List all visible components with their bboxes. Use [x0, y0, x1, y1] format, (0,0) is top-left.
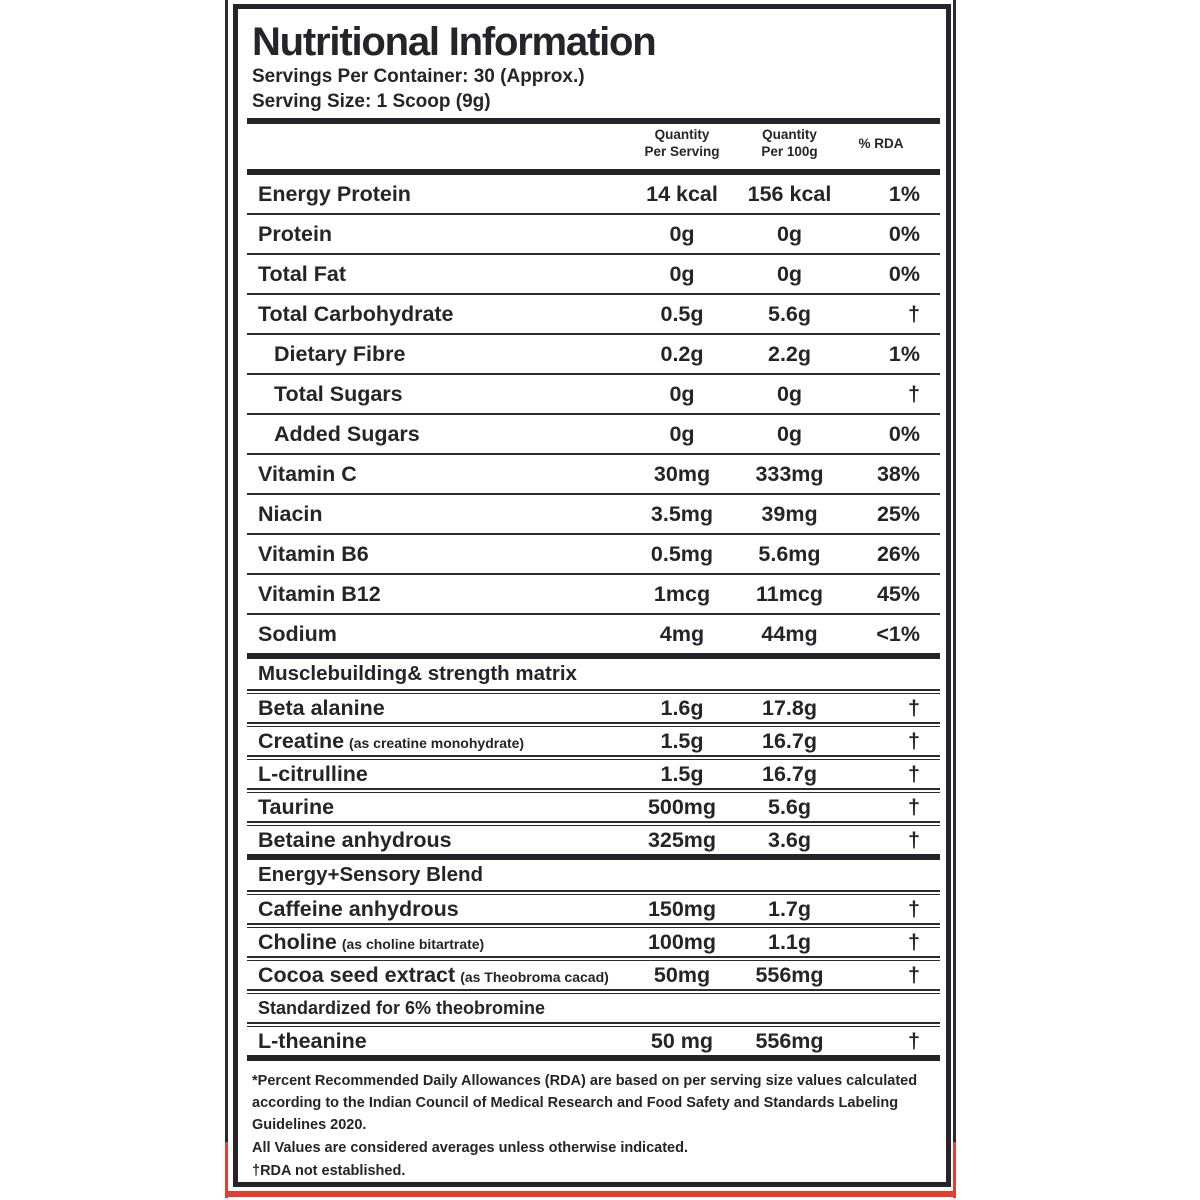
nutrient-label: L-theanine: [258, 1028, 367, 1053]
value-per-serving: 30mg: [653, 461, 711, 486]
value-per-serving: 1mcg: [653, 581, 711, 606]
nutrient-sublabel: (as Theobroma cacad): [460, 968, 609, 985]
value-per-serving: 1.5g: [660, 728, 704, 753]
section-header-row: [238, 860, 946, 890]
value-per-100g: 1.1g: [767, 929, 812, 954]
value-per-100g: 333mg: [755, 461, 824, 486]
nutrient-label: Total Carbohydrate: [258, 301, 454, 326]
table-row: [238, 760, 946, 788]
label-header: [238, 9, 946, 113]
nutrient-label: Dietary Fibre: [274, 341, 406, 366]
column-header-line: % RDA: [858, 135, 904, 151]
nutrient-label: Vitamin C: [258, 461, 357, 486]
value-rda: †: [908, 1028, 920, 1053]
note-label: Standardized for 6% theobromine: [258, 997, 546, 1018]
table-row: [238, 793, 946, 821]
value-per-serving: 500mg: [647, 794, 717, 819]
nutrient-label: Total Sugars: [274, 381, 403, 406]
table-column-headers: [238, 124, 946, 164]
table-row: [238, 455, 946, 493]
column-header: [627, 127, 737, 161]
nutrient-label: Total Fat: [258, 261, 346, 286]
column-header: [842, 136, 920, 153]
nutrient-label: Added Sugars: [274, 421, 420, 446]
table-row: [238, 255, 946, 293]
value-per-serving: 325mg: [647, 827, 717, 852]
value-per-serving: 0g: [669, 261, 695, 286]
table-row: [238, 727, 946, 755]
value-rda: 38%: [876, 461, 920, 486]
footnote-line: Guidelines 2020.: [252, 1117, 367, 1133]
nutrient-label: Sodium: [258, 621, 337, 646]
value-per-100g: 2.2g: [767, 341, 812, 366]
nutrient-label: Vitamin B6: [258, 541, 369, 566]
table-row: [238, 1027, 946, 1055]
value-per-serving: 0.5g: [660, 301, 704, 326]
value-per-serving: 100mg: [647, 929, 717, 954]
value-per-serving: 50mg: [653, 962, 711, 987]
table-row: [238, 375, 946, 413]
value-per-serving: 1.6g: [660, 695, 704, 720]
table-row: [238, 961, 946, 989]
value-per-serving: 0g: [669, 421, 695, 446]
value-rda: 0%: [888, 421, 920, 446]
value-per-100g: 556mg: [755, 1028, 824, 1053]
nutrient-label: Betaine anhydrous: [258, 827, 452, 852]
nutrient-label: Vitamin B12: [258, 581, 381, 606]
nutrient-label: Protein: [258, 221, 333, 246]
value-rda: †: [908, 794, 920, 819]
value-per-100g: 556mg: [755, 962, 824, 987]
outer-frame-bottom-red: [225, 1191, 956, 1197]
serving-size: Serving Size: 1 Scoop (9g): [252, 91, 491, 112]
value-per-serving: 1.5g: [660, 761, 704, 786]
column-header-line: Quantity: [654, 127, 710, 143]
nutrient-label: Caffeine anhydrous: [258, 896, 459, 921]
value-per-100g: 11mcg: [756, 581, 823, 606]
value-per-100g: 5.6mg: [758, 541, 821, 566]
value-per-serving: 3.5mg: [650, 501, 714, 526]
value-rda: 26%: [876, 541, 920, 566]
footnote-line: †RDA not established.: [252, 1163, 406, 1179]
label-title: Nutritional Information: [252, 20, 656, 64]
table-row: [238, 615, 946, 653]
column-header-line: Per Serving: [644, 144, 720, 159]
value-per-serving: 150mg: [647, 896, 717, 921]
footnotes: [238, 1061, 946, 1183]
value-rda: 25%: [876, 501, 920, 526]
table-row: [238, 215, 946, 253]
table-row: [238, 175, 946, 213]
value-per-100g: 16.7g: [762, 728, 817, 753]
nutrient-label: Beta alanine: [258, 695, 385, 720]
table-row: [238, 295, 946, 333]
value-per-serving: 0g: [669, 381, 695, 406]
value-rda: 1%: [888, 341, 920, 366]
value-rda: <1%: [876, 621, 920, 646]
value-per-100g: 44mg: [761, 621, 818, 646]
table-row: [238, 895, 946, 923]
value-per-serving: 0g: [669, 221, 695, 246]
table-row: [238, 495, 946, 533]
value-rda: 0%: [888, 221, 920, 246]
table-row: [238, 575, 946, 613]
table-row: [238, 535, 946, 573]
value-per-100g: 0g: [776, 381, 803, 406]
value-rda: †: [908, 761, 920, 786]
value-per-100g: 5.6g: [767, 794, 812, 819]
nutrient-label: Choline (as choline bitartrate): [258, 929, 485, 954]
value-rda: †: [908, 896, 920, 921]
nutrient-sublabel: (as creatine monohydrate): [349, 734, 525, 751]
value-rda: 1%: [888, 181, 920, 206]
value-per-serving: 0.2g: [660, 341, 704, 366]
nutrient-label: Cocoa seed extract (as Theobroma cacad): [258, 962, 609, 987]
value-per-serving: 4mg: [659, 621, 705, 646]
value-per-100g: 16.7g: [762, 761, 817, 786]
value-rda: †: [908, 929, 920, 954]
footnote-gap: [252, 1182, 922, 1183]
nutrient-label: Creatine (as creatine monohydrate): [258, 728, 525, 753]
footnote-line: *Percent Recommended Daily Allowances (RDA) are based on per serving size values calculated: [252, 1073, 918, 1089]
table-row: [238, 928, 946, 956]
footnote-line: according to the Indian Council of Medical Research and Food Safety and Standards Labeling: [252, 1095, 899, 1111]
table-row: [238, 826, 946, 854]
outer-frame-left-red: [225, 1142, 228, 1198]
value-per-100g: 17.8g: [762, 695, 817, 720]
nutrition-label-panel: [233, 4, 951, 1187]
nutrient-label: L-citrulline: [258, 761, 368, 786]
value-per-100g: 5.6g: [767, 301, 812, 326]
column-header-line: Quantity: [762, 127, 817, 143]
outer-frame-left-black: [225, 0, 228, 1142]
nutrient-label: Taurine: [258, 794, 335, 819]
value-per-100g: 0g: [776, 421, 803, 446]
section-header-row: [238, 659, 946, 689]
value-per-serving: 50 mg: [650, 1028, 714, 1053]
table-row: [238, 694, 946, 722]
value-per-100g: 156 kcal: [747, 181, 832, 206]
value-per-100g: 1.7g: [767, 896, 812, 921]
value-rda: 0%: [888, 261, 920, 286]
value-per-100g: 0g: [776, 221, 803, 246]
column-header-line: Per 100g: [761, 144, 818, 159]
value-rda: †: [908, 728, 920, 753]
value-rda: 45%: [876, 581, 920, 606]
value-per-100g: 0g: [776, 261, 803, 286]
nutrient-label: Energy Protein: [258, 181, 411, 206]
value-rda: †: [908, 695, 920, 720]
column-header: [737, 127, 842, 161]
value-rda: †: [908, 827, 920, 852]
servings-per-container: Servings Per Container: 30 (Approx.): [252, 66, 585, 87]
nutrient-sublabel: (as choline bitartrate): [341, 935, 485, 952]
section-header-label: Energy+Sensory Blend: [258, 863, 484, 886]
nutrition-table: [238, 175, 946, 1061]
footnote-line: All Values are considered averages unless otherwise indicated.: [252, 1140, 688, 1156]
table-row: [238, 335, 946, 373]
value-per-100g: 39mg: [761, 501, 818, 526]
value-rda: †: [908, 301, 920, 326]
value-per-100g: 3.6g: [767, 827, 812, 852]
outer-frame-right-red: [953, 1142, 956, 1198]
nutrient-label: Niacin: [258, 501, 323, 526]
value-rda: †: [908, 381, 920, 406]
table-row: [238, 415, 946, 453]
value-per-serving: 14 kcal: [646, 181, 718, 206]
outer-frame-right-black: [953, 0, 956, 1142]
section-header-label: Musclebuilding& strength matrix: [258, 662, 577, 685]
note-row: [238, 994, 946, 1022]
value-rda: †: [908, 962, 920, 987]
value-per-serving: 0.5mg: [650, 541, 714, 566]
